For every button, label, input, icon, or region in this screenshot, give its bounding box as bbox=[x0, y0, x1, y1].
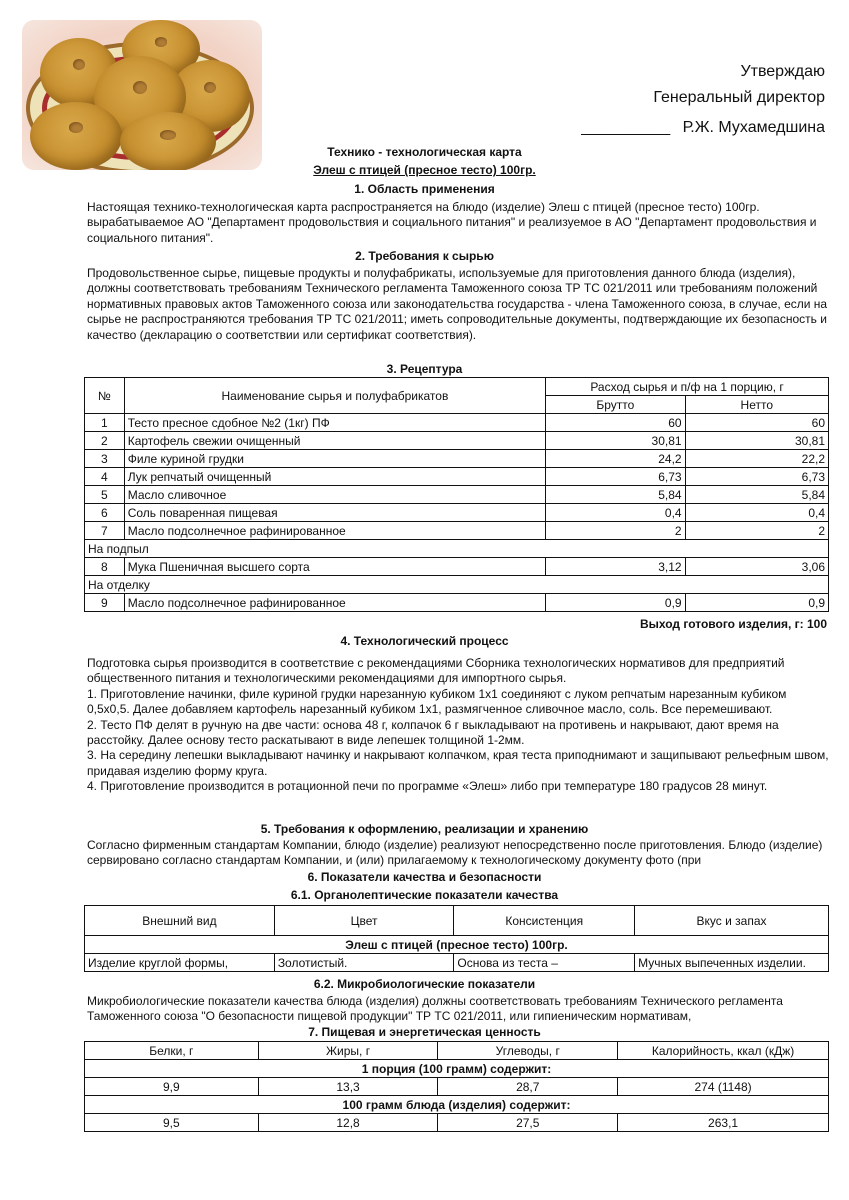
row-name: Масло сливочное bbox=[124, 486, 545, 504]
row-name: Лук репчатый очищенный bbox=[124, 468, 545, 486]
row-num: 1 bbox=[85, 414, 125, 432]
group-label: На отделку bbox=[85, 576, 829, 594]
section-5-text: Согласно фирменным стандартам Компании, блюдо (изделие) реализуют непосредственно после приготовления. Блюдо (изделие) сервировано согласно стандартам Компании, и (или) прилагаемому к технологическому документу фото (при bbox=[87, 838, 823, 868]
process-intro: Подготовка сырья производится в соответствие с рекомендациями Сборника технологических нормативов для предприятий общественного питания и технологическими рекомендациями для импортного сырья. bbox=[87, 656, 785, 686]
row-name: Картофель свежии очищенный bbox=[124, 432, 545, 450]
section-4-title: 4. Технологический процесс bbox=[340, 634, 509, 648]
table-row bbox=[85, 504, 829, 522]
row-net: 30,81 bbox=[685, 432, 828, 450]
nutrition-table bbox=[84, 1041, 829, 1132]
row-name: Мука Пшеничная высшего сорта bbox=[124, 558, 545, 576]
value-color: Золотистый. bbox=[274, 954, 454, 972]
header-color: Цвет bbox=[274, 906, 454, 936]
row-net: 60 bbox=[685, 414, 828, 432]
row-net: 22,2 bbox=[685, 450, 828, 468]
table-row bbox=[85, 954, 829, 972]
table-row bbox=[85, 594, 829, 612]
row-net: 0,4 bbox=[685, 504, 828, 522]
per100-protein: 9,5 bbox=[85, 1114, 259, 1132]
table-row bbox=[85, 558, 829, 576]
header-consumption: Расход сырья и п/ф на 1 порцию, г bbox=[546, 378, 829, 396]
row-net: 0,9 bbox=[685, 594, 828, 612]
table-row bbox=[85, 486, 829, 504]
row-net: 6,73 bbox=[685, 468, 828, 486]
section-7-title: 7. Пищевая и энергетическая ценность bbox=[308, 1025, 541, 1039]
per100-fat: 12,8 bbox=[258, 1114, 438, 1132]
row-gross: 5,84 bbox=[546, 486, 685, 504]
row-num: 5 bbox=[85, 486, 125, 504]
organoleptic-table bbox=[84, 905, 829, 972]
portion-carbs: 28,7 bbox=[438, 1078, 618, 1096]
section-1-title: 1. Область применения bbox=[354, 182, 495, 196]
recipe-header-row bbox=[85, 378, 829, 396]
header-calories: Калорийность, ккал (кДж) bbox=[618, 1042, 829, 1060]
per100-label: 100 грамм блюда (изделия) содержит: bbox=[85, 1096, 829, 1114]
section-6-1-title: 6.1. Органолептические показатели качества bbox=[290, 888, 559, 902]
portion-fat: 13,3 bbox=[258, 1078, 438, 1096]
process-step-2: 2. Тесто ПФ делят в ручную на две части: основа 48 г, колпачок 6 г выкладывают на противень и накрывают, дают время на расстойку. Далее основу тесто раскатывают в виде лепешек толщиной 1-2мм. bbox=[87, 717, 779, 748]
section-1-text: Настоящая технико-технологическая карта распространяется на блюдо (изделие) Элеш с птицей (пресное тесто) 100гр. вырабатываемое АО "Департамент продовольствия и социального питания" и реализуемое в АО "Департамент продовольствия и социального питания". bbox=[87, 200, 817, 245]
group-label: На подпыл bbox=[85, 540, 829, 558]
process-step-4: 4. Приготовление производится в ротационной печи по программе «Элеш» либо при температуре 180 градусов 28 минут. bbox=[87, 779, 768, 794]
row-gross: 0,9 bbox=[546, 594, 685, 612]
process-step-3: 3. На середину лепешки выкладывают начинку и накрывают колпачком, края теста приподнимают и защипывают рельефным швом, придавая изделию форму круга. bbox=[87, 748, 829, 778]
row-num: 8 bbox=[85, 558, 125, 576]
value-taste-smell: Мучных выпеченных изделии. bbox=[635, 954, 829, 972]
header-gross: Брутто bbox=[546, 396, 685, 414]
row-gross: 0,4 bbox=[546, 504, 685, 522]
row-gross: 3,12 bbox=[546, 558, 685, 576]
value-consistency: Основа из теста – bbox=[454, 954, 635, 972]
table-row bbox=[85, 450, 829, 468]
header-num: № bbox=[85, 378, 125, 414]
row-net: 3,06 bbox=[685, 558, 828, 576]
approver-name: Р.Ж. Мухамедшина bbox=[682, 119, 825, 136]
header-taste-smell: Вкус и запах bbox=[635, 906, 829, 936]
table-row bbox=[85, 414, 829, 432]
portion-calories: 274 (1148) bbox=[618, 1078, 829, 1096]
document-title: Технико - технологическая карта bbox=[327, 145, 522, 159]
row-num: 9 bbox=[85, 594, 125, 612]
row-net: 2 bbox=[685, 522, 828, 540]
group-row-dusting bbox=[85, 540, 829, 558]
signature-line: __________ bbox=[581, 119, 671, 136]
row-net: 5,84 bbox=[685, 486, 828, 504]
row-num: 6 bbox=[85, 504, 125, 522]
approver-position: Генеральный директор bbox=[653, 89, 825, 106]
header-name: Наименование сырья и полуфабрикатов bbox=[124, 378, 545, 414]
row-gross: 6,73 bbox=[546, 468, 685, 486]
row-gross: 2 bbox=[546, 522, 685, 540]
table-row bbox=[85, 1114, 829, 1132]
section-6-2-text: Микробиологические показатели качества блюда (изделия) должны соответствовать требованиям Технического регламента Таможенного союза "О безопасности пищевой продукции" ТР ТС 021/2011, или гипиеническим нормативам, bbox=[87, 994, 783, 1024]
header-consistency: Консистенция bbox=[454, 906, 635, 936]
organoleptic-dish-name: Элеш с птицей (пресное тесто) 100гр. bbox=[85, 936, 829, 954]
group-row-finishing bbox=[85, 576, 829, 594]
row-name: Соль поваренная пищевая bbox=[124, 504, 545, 522]
header-net: Нетто bbox=[685, 396, 828, 414]
per100-calories: 263,1 bbox=[618, 1114, 829, 1132]
table-row bbox=[85, 432, 829, 450]
per100-carbs: 27,5 bbox=[438, 1114, 618, 1132]
row-name: Масло подсолнечное рафинированное bbox=[124, 522, 545, 540]
table-row bbox=[85, 522, 829, 540]
section-3-title: 3. Рецептура bbox=[386, 362, 463, 376]
header-appearance: Внешний вид bbox=[85, 906, 275, 936]
row-gross: 30,81 bbox=[546, 432, 685, 450]
section-2-title: 2. Требования к сырью bbox=[355, 249, 494, 263]
value-appearance: Изделие круглой формы, bbox=[85, 954, 275, 972]
header-carbs: Углеводы, г bbox=[438, 1042, 618, 1060]
process-step-1: 1. Приготовление начинки, филе куриной грудки нарезанную кубиком 1х1 соединяют с луком репчатым нарезанным кубиком 0,5х0,5. Далее добавляем картофель нарезанный кубиком 1х1, размягченное сливочное масло, соль. Все перемешивают. bbox=[87, 686, 787, 717]
row-gross: 24,2 bbox=[546, 450, 685, 468]
header-fat: Жиры, г bbox=[258, 1042, 438, 1060]
table-row bbox=[85, 1078, 829, 1096]
yield-output: Выход готового изделия, г: 100 bbox=[639, 617, 827, 631]
dish-title: Элеш с птицей (пресное тесто) 100гр. bbox=[313, 163, 536, 177]
row-num: 3 bbox=[85, 450, 125, 468]
section-4-text bbox=[87, 656, 832, 795]
row-gross: 60 bbox=[546, 414, 685, 432]
row-num: 4 bbox=[85, 468, 125, 486]
approve-label: Утверждаю bbox=[740, 63, 825, 80]
header-protein: Белки, г bbox=[85, 1042, 259, 1060]
portion-label: 1 порция (100 грамм) содержит: bbox=[85, 1060, 829, 1078]
row-name: Тесто пресное сдобное №2 (1кг) ПФ bbox=[124, 414, 545, 432]
approver-signature bbox=[581, 120, 825, 136]
section-2-text: Продовольственное сырье, пищевые продукты и полуфабрикаты, используемые для приготовления данного блюда (изделия), должны соответствовать требованиям Технического регламента Таможенного союза ТР ТС 021/2011 или требованиям положений нормативных правовых актов Таможенного союза или законодательства государства - члена Таможенного союза, в случае, если на сырье не распространяются требования ТР ТС 021/2011; иметь сопроводительные документы, подтверждающие их безопасность и качество (декларацию о соответствии или сертификат соответствия). bbox=[87, 266, 828, 342]
portion-protein: 9,9 bbox=[85, 1078, 259, 1096]
row-name: Масло подсолнечное рафинированное bbox=[124, 594, 545, 612]
row-num: 2 bbox=[85, 432, 125, 450]
section-5-title: 5. Требования к оформлению, реализации и хранению bbox=[260, 822, 589, 836]
recipe-table bbox=[84, 377, 829, 612]
section-6-title: 6. Показатели качества и безопасности bbox=[307, 870, 542, 884]
table-row bbox=[85, 468, 829, 486]
section-6-2-title: 6.2. Микробиологические показатели bbox=[313, 977, 536, 991]
row-name: Филе куриной грудки bbox=[124, 450, 545, 468]
row-num: 7 bbox=[85, 522, 125, 540]
